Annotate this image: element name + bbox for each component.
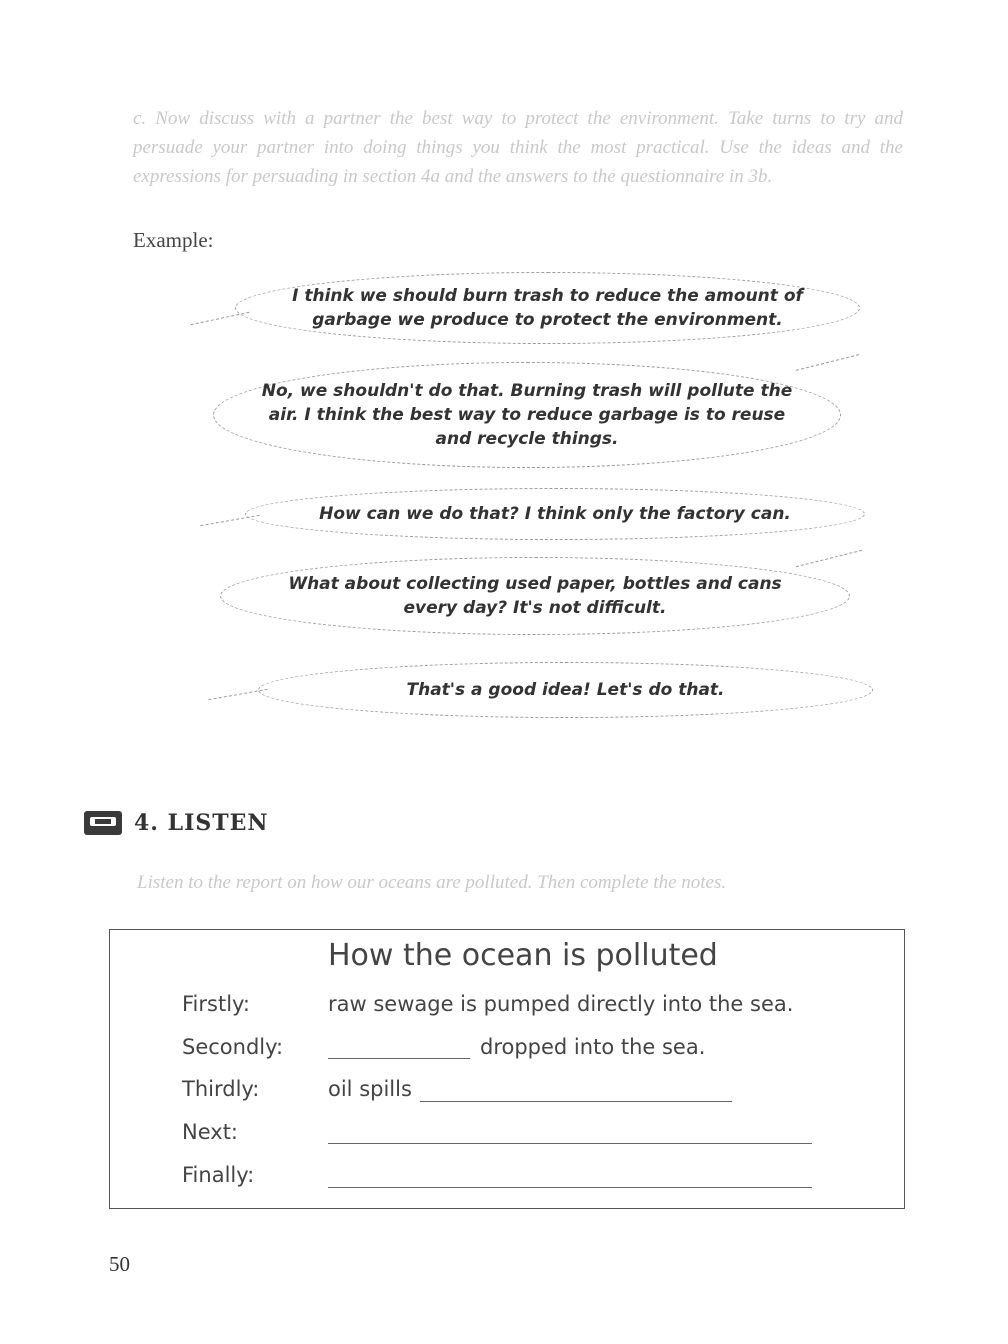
page-number: 50 xyxy=(109,1252,130,1276)
row-text-firstly: raw sewage is pumped directly into the sea. xyxy=(328,992,794,1016)
listen-heading xyxy=(84,810,269,836)
speech-bubble-5: That's a good idea! Let's do that. xyxy=(258,662,873,718)
blank-next[interactable] xyxy=(328,1143,812,1144)
bubble-tail xyxy=(796,354,859,371)
row-label-firstly: Firstly: xyxy=(182,992,251,1016)
row-label-next: Next: xyxy=(182,1120,238,1144)
blank-finally[interactable] xyxy=(328,1187,812,1188)
blank-thirdly[interactable] xyxy=(420,1101,732,1102)
row-text-thirdly: oil spills xyxy=(328,1077,412,1101)
notes-title: How the ocean is polluted xyxy=(328,938,718,973)
speech-bubble-4: What about collecting used paper, bottles and cans every day? It's not difficult. xyxy=(220,557,850,635)
cassette-icon xyxy=(84,811,122,835)
speech-bubble-3: How can we do that? I think only the factory can. xyxy=(245,488,865,540)
speech-bubble-1: I think we should burn trash to reduce the amount of garbage we produce to protect the environment. xyxy=(235,272,860,344)
listen-instructions: Listen to the report on how our oceans are polluted. Then complete the notes. xyxy=(137,872,727,893)
instructions-text: c. Now discuss with a partner the best way to protect the environment. Take turns to try and persuade your partner into doing things you think the most practical. Use the ideas and the expressions for persuading in section 4a and the answers to the questionnaire in 3b. xyxy=(133,108,903,187)
blank-secondly[interactable] xyxy=(328,1058,470,1059)
row-text-secondly: dropped into the sea. xyxy=(480,1035,706,1059)
listen-title: 4. LISTEN xyxy=(134,810,269,836)
row-label-thirdly: Thirdly: xyxy=(182,1077,260,1101)
bubble-tail xyxy=(796,550,862,567)
speech-bubble-2: No, we shouldn't do that. Burning trash will pollute the air. I think the best way to reduce garbage is to reuse and recycle things. xyxy=(213,362,841,468)
example-label: Example: xyxy=(133,228,214,252)
row-label-secondly: Secondly: xyxy=(182,1035,284,1059)
row-label-finally: Finally: xyxy=(182,1163,255,1187)
